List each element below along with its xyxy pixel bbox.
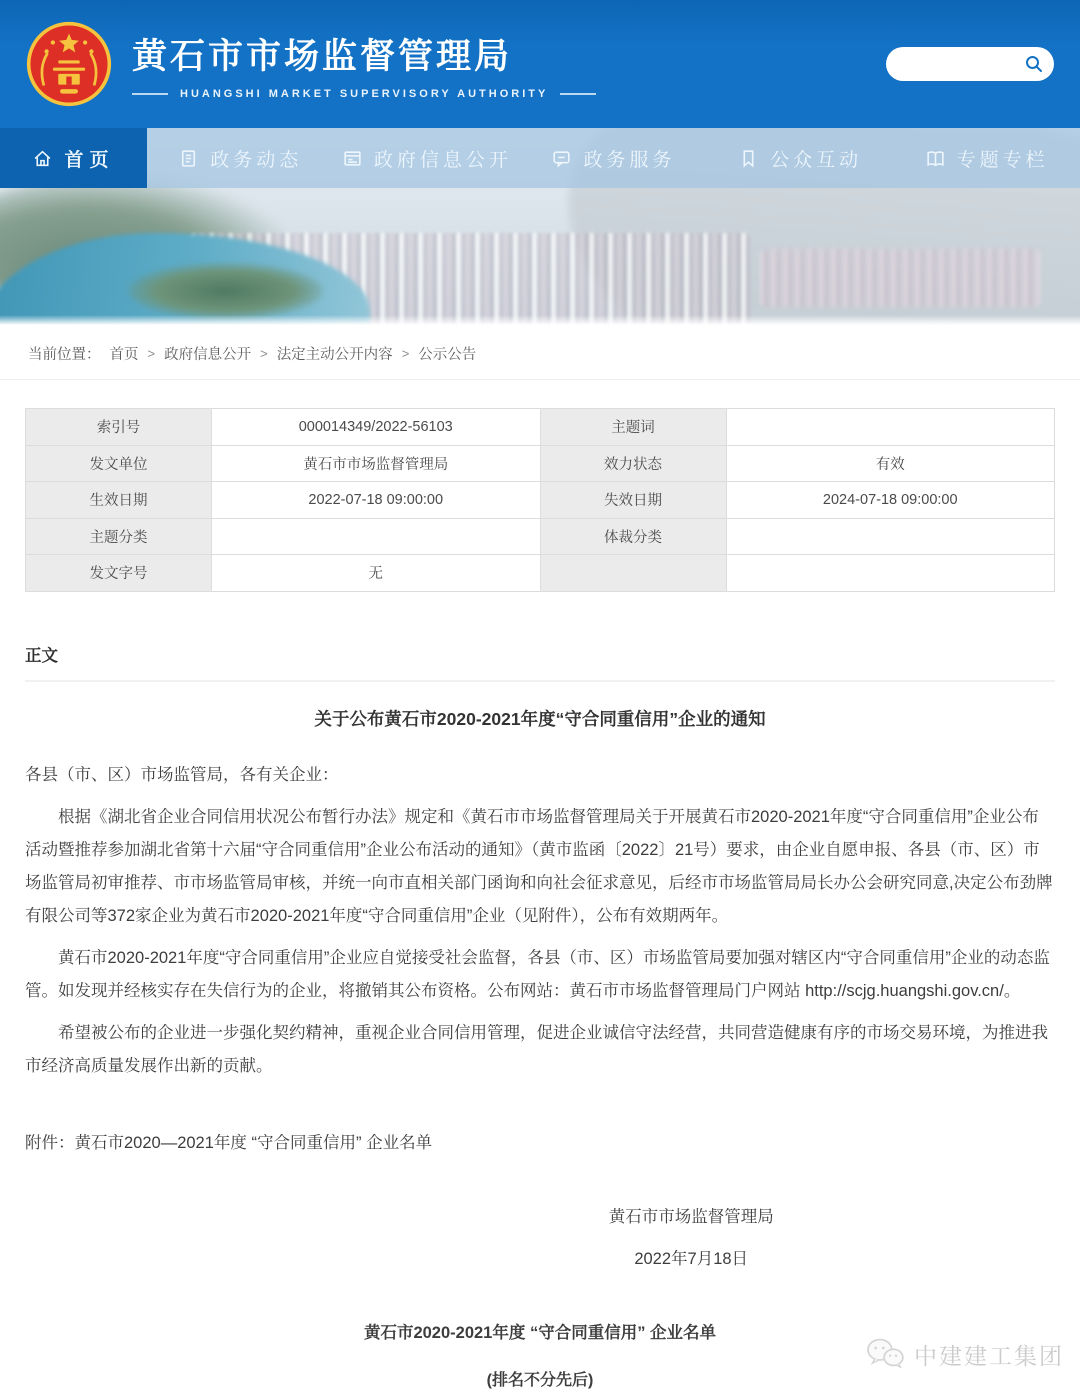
hero-banner [0,128,1080,325]
signature-org: 黄石市市场监督管理局 [608,1207,774,1226]
meta-value [726,555,1055,592]
nav-label: 政务动态 [210,149,303,171]
nav-label: 公众互动 [770,149,863,171]
site-header [0,0,1080,128]
far-city-shape [760,249,1040,307]
nav-item-interaction[interactable] [707,128,894,188]
breadcrumb-item-statutory-disclosure[interactable]: 法定主动公开内容 [276,347,393,363]
meta-value: 有效 [726,445,1055,482]
home-icon [32,148,53,169]
search-input[interactable] [900,56,1024,73]
meta-label: 发文字号 [26,555,212,592]
meta-value: 黄石市市场监督管理局 [212,445,541,482]
meta-value [726,409,1055,446]
news-icon [178,148,199,169]
signature-date: 2022年7月18日 [634,1250,749,1269]
site-subtitle-text: HUANGSHI MARKET SUPERVISORY AUTHORITY [180,87,549,100]
nav-label: 首页 [64,149,115,171]
document-meta-table [25,408,1055,592]
brand [132,29,596,100]
nav-item-gov-info[interactable] [334,128,521,188]
meta-value: 2024-07-18 09:00:00 [726,482,1055,519]
meta-label: 效力状态 [540,445,726,482]
paragraph: 根据《湖北省企业合同信用状况公布暂行办法》规定和《黄石市市场监督管理局关于开展黄石市2020-2021年度“守合同重信用”企业公布活动暨推荐参加湖北省第十六届“守合同重信用”企业公布活动的通知》（黄市监函〔2022〕21号）要求，由企业自愿申报、各县（市、区）市场监管局初审推荐、市市场监管局审核，并统一向市直相关部门函询和向社会征求意见，后经市市场监管局局长办公会研究同意,决定公布劲牌有限公司等372家企业为黄石市2020-2021年度“守合同重信用”企业（见附件），公布有效期两年。 [25,807,1053,925]
meta-label: 索引号 [26,409,212,446]
breadcrumb-separator: > [401,346,410,361]
national-emblem-logo [26,21,112,107]
watermark [864,1337,1064,1371]
nav-label: 专题专栏 [956,149,1049,171]
meta-value: 2022-07-18 09:00:00 [212,482,541,519]
breadcrumb-item-home[interactable]: 首页 [109,347,139,363]
table-row [26,445,1055,482]
nav-item-special-columns[interactable] [893,128,1080,188]
paragraph: 希望被公布的企业进一步强化契约精神，重视企业合同信用管理，促进企业诚信守法经营，共同营造健康有序的市场交易环境，为推进我市经济高质量发展作出新的贡献。 [25,1023,1048,1075]
meta-label: 主题分类 [26,518,212,555]
subtitle-dash-left [132,93,168,95]
meta-value [212,518,541,555]
meta-label: 发文单位 [26,445,212,482]
meta-label: 主题词 [540,409,726,446]
attachment-line: 附件：黄石市2020—2021年度 “守合同重信用” 企业名单 [25,1133,433,1152]
paragraph: 黄石市2020-2021年度“守合同重信用”企业应自觉接受社会监督，各县（市、区）市场监管局要加强对辖区内“守合同重信用”企业的动态监管。如发现并经核实存在失信行为的企业，将撤销其公布资格。公布网站：黄石市市场监督管理局门户网站 http://scjg.huangshi.gov.cn/。 [25,948,1050,1000]
meta-value: 000014349/2022-56103 [212,409,541,446]
body-section-label: 正文 [25,642,1055,682]
book-icon [925,148,946,169]
subtitle-dash-right [560,93,596,95]
chat-icon [551,148,572,169]
breadcrumb-separator: > [147,346,156,361]
window-icon [342,148,363,169]
nav-label: 政府信息公开 [373,149,512,171]
breadcrumb-separator: > [260,346,268,361]
nav-item-news[interactable] [147,128,334,188]
meta-label [540,555,726,592]
meta-label: 生效日期 [26,482,212,519]
breadcrumb-item-gov-info[interactable]: 政府信息公开 [164,347,252,363]
table-row [26,409,1055,446]
site-subtitle [132,88,596,100]
meta-value: 无 [212,555,541,592]
breadcrumb-label: 当前位置： [28,347,101,363]
site-title: 黄石市市场监督管理局 [132,36,513,76]
document-body [25,759,1055,1160]
table-row [26,518,1055,555]
breadcrumb [0,325,1080,380]
meta-label: 失效日期 [540,482,726,519]
watermark-text: 中建建工集团 [914,1342,1064,1369]
breadcrumb-item-current: 公示公告 [418,347,477,363]
table-row [26,555,1055,592]
bookmark-icon [738,148,759,169]
meta-label: 体裁分类 [540,518,726,555]
document-title: 关于公布黄石市2020-2021年度“守合同重信用”企业的通知 [314,708,766,729]
salutation: 各县（市、区）市场监管局，各有关企业： [25,765,339,784]
nav-item-services[interactable] [520,128,707,188]
search-icon[interactable] [1024,54,1044,74]
island-shape [128,263,323,319]
nav-item-home[interactable] [0,128,147,188]
appendix-subtitle: (排名不分先后) [486,1372,594,1390]
appendix-title: 黄石市2020-2021年度 “守合同重信用” 企业名单 [363,1324,717,1343]
main-nav [0,128,1080,188]
meta-value [726,518,1055,555]
banner-fade [0,315,1080,325]
signature-block [0,1196,1080,1282]
search-box[interactable] [886,47,1054,81]
table-row [26,482,1055,519]
nav-label: 政务服务 [583,149,676,171]
wechat-icon [864,1337,906,1371]
